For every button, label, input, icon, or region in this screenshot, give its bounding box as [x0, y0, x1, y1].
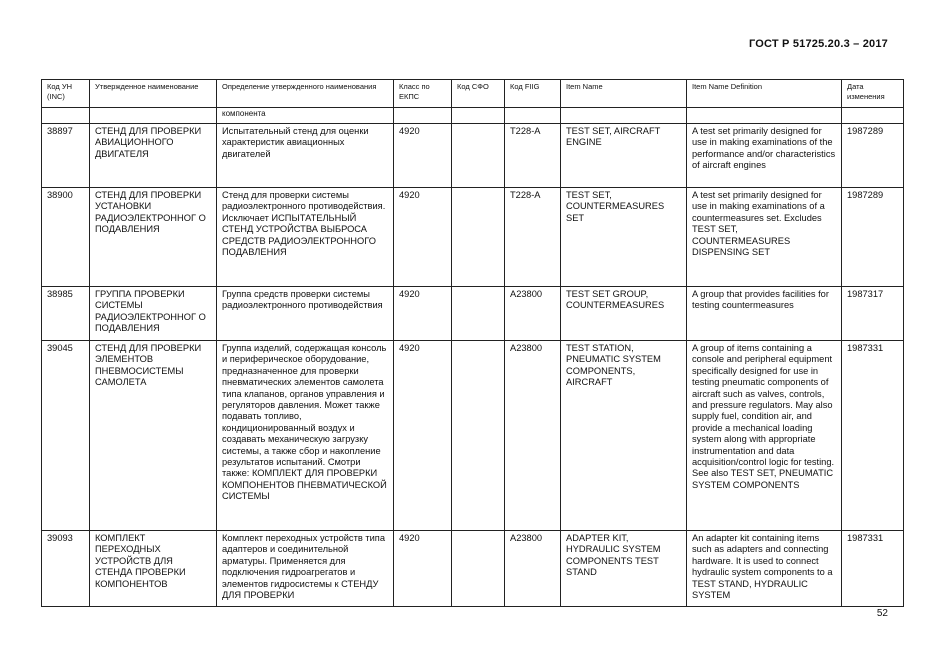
definition-cell: Комплект переходных устройств типа адаптеров и соединительной арматуры. Применяется для подключения гидроагрегатов и элементов гидросистемы к СТЕНДУ ДЛЯ ПРОВЕРКИ	[217, 531, 394, 607]
page-number: 52	[876, 608, 888, 619]
class-cell: 4920	[394, 287, 452, 341]
approved-name-cell: СТЕНД ДЛЯ ПРОВЕРКИ УСТАНОВКИ РАДИОЭЛЕКТРОННОГ О ПОДАВЛЕНИЯ	[90, 188, 217, 287]
inc-cell: 39045	[42, 341, 90, 531]
date-cell: 1987331	[842, 531, 904, 607]
fiig-cell: A23800	[505, 531, 561, 607]
definition-cell: Группа изделий, содержащая консоль и периферическое оборудование, предназначенное для проверки пневматических элементов самолета типа клапанов, органов управления и регуляторов давления. Может также подавать топливо, кондиционированный воздух и создавать механическую загрузку системы, а также сбор и накопление результатов испытаний. Смотри также: КОМПЛЕКТ ДЛЯ ПРОВЕРКИ КОМПОНЕНТОВ ПНЕВМАТИЧЕСКОЙ СИСТЕМЫ	[217, 341, 394, 531]
column-header-item-definition: Item Name Definition	[687, 80, 842, 108]
inc-cell: 38985	[42, 287, 90, 341]
item-definition-cell: A group of items containing a console and peripheral equipment specifically designed for use in testing pneumatic components of aircraft such as valves, controls, and pressure regulators. May also supply fuel, condition air, and provide a mechanical loading system along with appropriate instrumentation and data acquisition/control logic for testing. See also TEST SET, PNEUMATIC SYSTEM COMPONENTS	[687, 341, 842, 531]
date-cell: 1987289	[842, 124, 904, 188]
date-cell: 1987289	[842, 188, 904, 287]
sfo-cell	[452, 188, 505, 287]
approved-name-cell: СТЕНД ДЛЯ ПРОВЕРКИ ЭЛЕМЕНТОВ ПНЕВМОСИСТЕМЫ САМОЛЕТА	[90, 341, 217, 531]
item-definition-cell: A test set primarily designed for use in making examinations of the performance and/or characteristics of aircraft engines	[687, 124, 842, 188]
header-row	[42, 80, 904, 108]
date-cell: 1987317	[842, 287, 904, 341]
approved-name-cell: СТЕНД ДЛЯ ПРОВЕРКИ АВИАЦИОННОГО ДВИГАТЕЛЯ	[90, 124, 217, 188]
sfo-cell	[452, 124, 505, 188]
column-header-inc: Код УН (INC)	[42, 80, 90, 108]
item-name-cell: TEST SET, AIRCRAFT ENGINE	[561, 124, 687, 188]
definition-cell: Испытательный стенд для оценки характеристик авиационных двигателей	[217, 124, 394, 188]
class-cell: 4920	[394, 531, 452, 607]
sfo-cell	[452, 287, 505, 341]
table-row	[42, 341, 904, 531]
continuation-row	[42, 108, 904, 124]
definition-cell: Группа средств проверки системы радиоэлектронного противодействия	[217, 287, 394, 341]
class-cell: 4920	[394, 124, 452, 188]
class-cell: 4920	[394, 341, 452, 531]
column-header-definition: Определение утвержденного наименования	[217, 80, 394, 108]
fiig-cell: A23800	[505, 341, 561, 531]
item-name-cell: TEST SET, COUNTERMEASURES SET	[561, 188, 687, 287]
item-definition-cell: A group that provides facilities for testing countermeasures	[687, 287, 842, 341]
column-header-class: Класс по ЕКПС	[394, 80, 452, 108]
fiig-cell: T228-A	[505, 124, 561, 188]
column-header-item-name: Item Name	[561, 80, 687, 108]
column-header-sfo: Код СФО	[452, 80, 505, 108]
item-name-cell: TEST SET GROUP, COUNTERMEASURES	[561, 287, 687, 341]
column-header-approved-name: Утвержденное наименование	[90, 80, 217, 108]
column-header-fiig: Код FIIG	[505, 80, 561, 108]
date-cell: 1987331	[842, 341, 904, 531]
item-name-cell: TEST STATION, PNEUMATIC SYSTEM COMPONENTS, AIRCRAFT	[561, 341, 687, 531]
sfo-cell	[452, 341, 505, 531]
item-name-cell: ADAPTER KIT, HYDRAULIC SYSTEM COMPONENTS TEST STAND	[561, 531, 687, 607]
fiig-cell: A23800	[505, 287, 561, 341]
table-row	[42, 287, 904, 341]
column-header-date: Дата изменения	[842, 80, 904, 108]
item-definition-cell: An adapter kit containing items such as adapters and connecting hardware. It is used to connect hydraulic system components to a TEST STAND, HYDRAULIC SYSTEM	[687, 531, 842, 607]
inc-cell: 38897	[42, 124, 90, 188]
table-row	[42, 124, 904, 188]
approved-name-cell: ГРУППА ПРОВЕРКИ СИСТЕМЫ РАДИОЭЛЕКТРОННОГ О ПОДАВЛЕНИЯ	[90, 287, 217, 341]
class-cell: 4920	[394, 188, 452, 287]
table-row	[42, 531, 904, 607]
continuation-text: компонента	[217, 108, 394, 124]
inc-cell: 38900	[42, 188, 90, 287]
inc-cell: 39093	[42, 531, 90, 607]
sfo-cell	[452, 531, 505, 607]
catalog-table	[41, 79, 904, 607]
definition-cell: Стенд для проверки системы радиоэлектронного противодействия. Исключает ИСПЫТАТЕЛЬНЫЙ СТЕНД УСТРОЙСТВА ВЫБРОСА СРЕДСТВ РАДИОЭЛЕКТРОННОГО ПОДАВЛЕНИЯ	[217, 188, 394, 287]
approved-name-cell: КОМПЛЕКТ ПЕРЕХОДНЫХ УСТРОЙСТВ ДЛЯ СТЕНДА ПРОВЕРКИ КОМПОНЕНТОВ	[90, 531, 217, 607]
table-row	[42, 188, 904, 287]
fiig-cell: T228-A	[505, 188, 561, 287]
item-definition-cell: A test set primarily designed for use in making examinations of a countermeasures set. Excludes TEST SET, COUNTERMEASURES DISPENSING SET	[687, 188, 842, 287]
document-header: ГОСТ Р 51725.20.3 – 2017	[748, 38, 888, 50]
